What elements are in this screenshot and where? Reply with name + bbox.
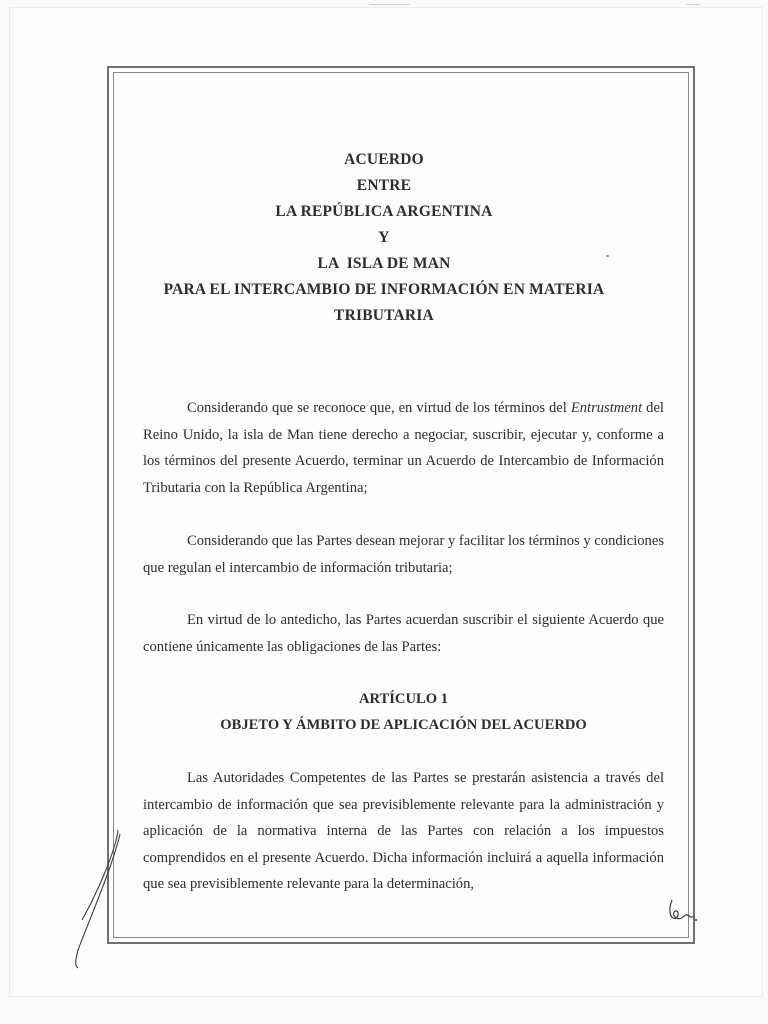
paragraph-article-1: Las Autoridades Competentes de las Partes se prestarán asistencia a través del intercambio de información que sea previsiblemente relevante para la administración y aplicación de la normativa interna de las Partes con relación a los impuestos comprendidos en el presente Acuerdo. Dicha información incluirá a aquella información que sea previsiblemente relevante para la determinación, <box>143 770 664 892</box>
scan-speck <box>370 4 410 5</box>
margin-signature-mark <box>60 828 130 978</box>
title-line-6: PARA EL INTERCAMBIO DE INFORMACIÓN EN MATERIA <box>163 281 605 298</box>
initials-signature <box>666 896 700 926</box>
paragraph-1-end: del Reino Unido, la isla de Man tiene derecho a negociar, suscribir, ejecutar y, conforme a los términos del presente Acuerdo, terminar un Acuerdo de Intercambio de Información Tributaria con la República Argentina; <box>143 400 664 496</box>
title-line-5: LA ISLA DE MAN <box>317 255 451 272</box>
title-line-7: TRIBUTARIA <box>334 307 434 324</box>
article-heading: OBJETO Y ÁMBITO DE APLICACIÓN DEL ACUERDO <box>220 717 587 733</box>
title-line-3: LA REPÚBLICA ARGENTINA <box>275 203 493 220</box>
scan-speck <box>606 255 609 257</box>
scan-speck <box>686 4 700 5</box>
agreement-title <box>0 147 768 329</box>
article-number: ARTÍCULO 1 <box>358 691 449 707</box>
paragraph-en-virtud: En virtud de lo antedicho, las Partes acuerdan suscribir el siguiente Acuerdo que contiene únicamente las obligaciones de las Partes: <box>143 612 664 655</box>
title-line-1: ACUERDO <box>344 151 424 168</box>
title-line-2: ENTRE <box>356 177 412 194</box>
paragraph-1-italic-term: Entrustment <box>570 400 643 416</box>
title-line-4: Y <box>378 229 390 246</box>
paragraph-considerando-2: Considerando que las Partes desean mejorar y facilitar los términos y condiciones que regulan el intercambio de información tributaria; <box>143 533 664 576</box>
paragraph-1-start: Considerando que se reconoce que, en virtud de los términos del <box>187 400 571 416</box>
paragraph-considerando-1 <box>143 395 664 501</box>
